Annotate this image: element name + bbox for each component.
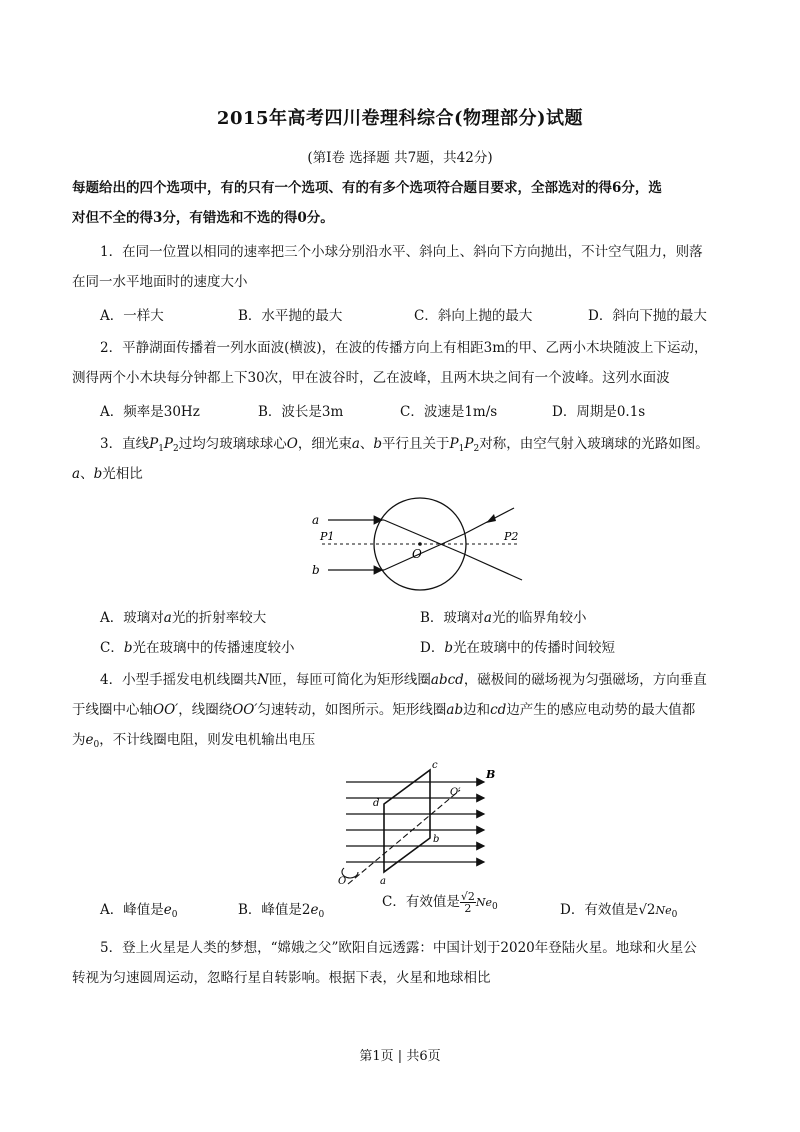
fig4-label-d: d	[373, 798, 380, 809]
q1-options	[100, 304, 732, 324]
q3-var-b: b	[373, 436, 383, 452]
q4-stem-line-1	[100, 670, 732, 690]
q3-options-row-1	[100, 606, 732, 626]
q4-var-ab: ab	[446, 702, 464, 718]
q4-option-a	[100, 898, 177, 920]
q4-option-c-numerator: √2	[460, 890, 475, 903]
q3-option-b-var: a	[483, 610, 492, 626]
q1-stem-line-2: 在同一水平地面时的速度大小	[72, 274, 248, 290]
q3-light-path-figure	[300, 496, 540, 596]
q4-option-a-sub: 0	[171, 910, 178, 920]
q3-sep-line2: 、	[80, 466, 94, 482]
q4-var-oo: OO′	[153, 702, 179, 718]
q2-option-b: B．波长是3m	[258, 404, 344, 420]
q3-var-a-line2: a	[72, 466, 81, 482]
q1-option-a: A．一样大	[100, 308, 164, 324]
q4-l3-b: ，不计线圈电阻，则发电机输出电压	[99, 732, 316, 748]
q1-stem-line-1: 1．在同一位置以相同的速率把三个小球分别沿水平、斜向上、斜向下方向抛出，不计空气阻力，则落	[100, 244, 703, 260]
q3-var-p1-sub: 1	[158, 444, 164, 454]
fig4-label-o: O	[338, 876, 347, 887]
q4-var-n: N	[257, 672, 269, 688]
page-title: 2015年高考四川卷理科综合(物理部分)试题	[216, 108, 584, 129]
q5-stem-line-1: 5．登上火星是人类的梦想，“嫦娥之父”欧阳自远透露：中国计划于2020年登陆火星。地球和火星公	[100, 940, 697, 956]
q3-option-a-post: 光的折射率较大	[171, 610, 267, 626]
q4-option-d	[560, 898, 677, 920]
q3-option-c-var: b	[123, 640, 133, 656]
fig3-label-a: a	[312, 513, 320, 527]
q4-l3-a: 为	[72, 732, 86, 748]
q3-var-p2-again: P	[464, 436, 474, 452]
q1-option-c: C．斜向上抛的最大	[414, 308, 533, 324]
fig3-label-p2: P2	[504, 530, 519, 543]
q3-text-mid3: 平行且关于	[382, 436, 450, 452]
q4-l1-a: 4．小型手摇发电机线圈共	[100, 672, 258, 688]
fig3-label-b: b	[312, 563, 320, 577]
q4-option-c	[382, 890, 498, 914]
q3-option-c	[100, 636, 295, 656]
q4-l2-c: 匀速转动，如图所示。矩形线圈	[257, 702, 447, 718]
q4-option-a-pre: A．峰值是	[100, 902, 164, 918]
q4-option-c-sub: 0	[492, 902, 498, 912]
ray-b-inside	[384, 534, 464, 570]
q3-sep: 、	[359, 436, 374, 452]
q2-option-c: C．波速是1m/s	[400, 404, 498, 420]
q4-stem-line-2	[72, 700, 732, 720]
q4-option-b-sub: 0	[318, 910, 325, 920]
fig4-label-oprime: O′	[450, 787, 461, 798]
q5-stem-line-2: 转视为匀速圆周运动，忽略行星自转影响。根据下表，火星和地球相比	[72, 970, 491, 986]
q3-text-start: 3．直线	[100, 436, 150, 452]
q3-option-b	[420, 606, 586, 626]
q3-option-a	[100, 606, 266, 626]
q4-var-abcd: abcd	[430, 672, 464, 688]
q3-option-d-var: b	[444, 640, 453, 656]
center-dot	[418, 542, 422, 546]
q3-var-p1-sub-again: 1	[458, 444, 465, 454]
q1-option-d: D．斜向下抛的最大	[588, 308, 707, 324]
q4-var-cd: cd	[490, 702, 507, 718]
q4-var-e0-sub: 0	[93, 740, 100, 750]
instructions-line-1: 每题给出的四个选项中，有的只有一个选项、有的有多个选项符合题目要求，全部选对的得6分，选	[72, 180, 662, 196]
q4-l2-e: 边产生的感应电动势的最大值都	[506, 702, 696, 718]
q4-option-c-fraction	[460, 891, 476, 914]
q4-options	[100, 890, 732, 922]
q4-l1-b: 匝，每匝可简化为矩形线圈	[268, 672, 431, 688]
ray-a-exit	[464, 554, 522, 580]
q3-var-p1: P	[149, 436, 159, 452]
q3-option-b-pre: B．玻璃对	[420, 610, 484, 626]
q3-var-b-line2: b	[93, 466, 103, 482]
q4-option-d-var: Ne	[655, 904, 672, 917]
fig4-label-c: c	[432, 760, 438, 771]
fig3-label-o: O	[412, 547, 422, 561]
q4-generator-figure	[336, 760, 516, 890]
ray-b-arrowhead	[486, 514, 496, 523]
q3-option-c-pre: C．	[100, 640, 124, 656]
q4-option-c-pre: C．有效值是	[382, 894, 460, 910]
q2-options	[100, 400, 732, 420]
ray-a-inside	[384, 520, 464, 554]
q2-option-a: A．频率是30Hz	[100, 404, 200, 420]
fig4-label-a: a	[380, 876, 386, 887]
q3-var-p1-again: P	[449, 436, 459, 452]
q4-option-b-var: e	[310, 902, 319, 918]
q2-option-d: D．周期是0.1s	[552, 404, 646, 420]
q4-option-d-root: √2	[638, 902, 656, 918]
q3-var-p2: P	[163, 436, 174, 452]
q4-option-a-var: e	[163, 902, 172, 918]
q3-text-mid2: ，细光束	[297, 436, 352, 452]
q4-option-c-denominator: 2	[464, 902, 472, 915]
q3-option-d-pre: D．	[420, 640, 445, 656]
q3-text-end: 对称，由空气射入玻璃球的光路如图。	[479, 436, 709, 452]
instructions-line-2: 对但不全的得3分，有错选和不选的得0分。	[72, 210, 334, 226]
fig4-label-b: b	[433, 834, 440, 845]
q1-option-b: B．水平抛的最大	[238, 308, 343, 324]
q3-option-a-var: a	[163, 610, 172, 626]
q3-var-a: a	[351, 436, 360, 452]
fig4-label-b-field: B	[486, 768, 496, 781]
q3-var-p2-sub: 2	[173, 444, 179, 454]
q2-stem-line-2: 测得两个小木块每分钟都上下30次，甲在波谷时，乙在波峰，且两木块之间有一个波峰。这列水面波	[72, 370, 670, 386]
coil-abcd	[384, 770, 430, 872]
q3-options-row-2	[100, 636, 732, 656]
q3-text-line2: 光相比	[102, 466, 143, 482]
q4-option-d-pre: D．有效值是	[560, 902, 639, 918]
q3-text-mid1: 过均匀玻璃球球心	[178, 436, 287, 452]
page-footer: 第1页 | 共6页	[359, 1049, 441, 1064]
axis-oo	[348, 790, 460, 884]
q3-var-p2-sub-again: 2	[473, 444, 480, 454]
fig3-label-p1: P1	[320, 530, 335, 543]
q4-var-oo-again: OO′	[232, 702, 258, 718]
q4-option-c-var: Ne	[475, 896, 492, 909]
q3-option-c-post: 光在玻璃中的传播速度较小	[132, 640, 295, 656]
q4-var-e0: e	[85, 732, 94, 748]
q2-stem-line-1: 2．平静湖面传播着一列水面波(横波)，在波的传播方向上有相距3m的甲、乙两小木块随波上下运动，	[100, 340, 708, 356]
q4-l2-d: 边和	[463, 702, 491, 718]
q4-option-d-sub: 0	[671, 910, 678, 920]
q4-l1-c: ，磁极间的磁场视为匀强磁场，方向垂直	[463, 672, 707, 688]
q4-option-b-pre: B．峰值是2	[238, 902, 311, 918]
q3-option-d	[420, 636, 615, 656]
q3-var-o: O	[286, 436, 298, 452]
q3-option-a-pre: A．玻璃对	[100, 610, 164, 626]
q3-stem-line-2	[72, 464, 732, 484]
q3-option-d-post: 光在玻璃中的传播时间较短	[452, 640, 615, 656]
q3-option-b-post: 光的临界角较小	[491, 610, 587, 626]
section-subtitle: (第Ⅰ卷 选择题 共7题，共42分)	[307, 150, 493, 166]
q4-option-b	[238, 898, 324, 920]
q3-stem-line-1	[100, 434, 732, 459]
q4-l2-b: ，线圈绕	[178, 702, 233, 718]
q4-l2-a: 于线圈中心轴	[72, 702, 153, 718]
q4-stem-line-3	[72, 730, 732, 755]
